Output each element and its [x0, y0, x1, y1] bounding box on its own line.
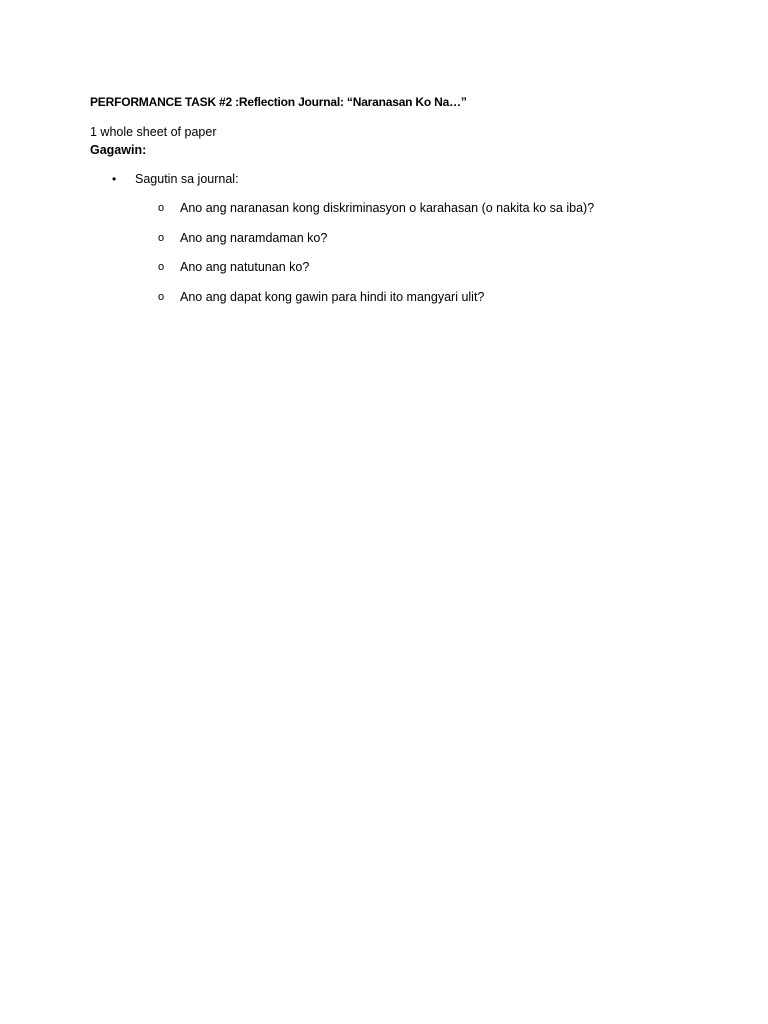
question-text: Ano ang dapat kong gawin para hindi ito mangyari ulit? — [180, 290, 485, 304]
bullet-marker: • — [112, 172, 117, 186]
sub-bullet-marker: o — [158, 232, 165, 244]
question-text: Ano ang natutunan ko? — [180, 260, 310, 274]
question-text: Ano ang naramdaman ko? — [180, 231, 328, 245]
sub-bullet-marker: o — [158, 202, 165, 214]
task-title: PERFORMANCE TASK #2 :Reflection Journal: “Naranasan Ko Na…” — [90, 95, 467, 109]
bullet-text: Sagutin sa journal: — [135, 172, 239, 186]
sub-bullet-marker: o — [158, 261, 165, 273]
instructions-heading: Gagawin: — [90, 143, 147, 157]
question-text: Ano ang naranasan kong diskriminasyon o karahasan (o nakita ko sa iba)? — [180, 201, 595, 215]
materials-text: 1 whole sheet of paper — [90, 125, 217, 139]
sub-bullet-marker: o — [158, 291, 165, 303]
